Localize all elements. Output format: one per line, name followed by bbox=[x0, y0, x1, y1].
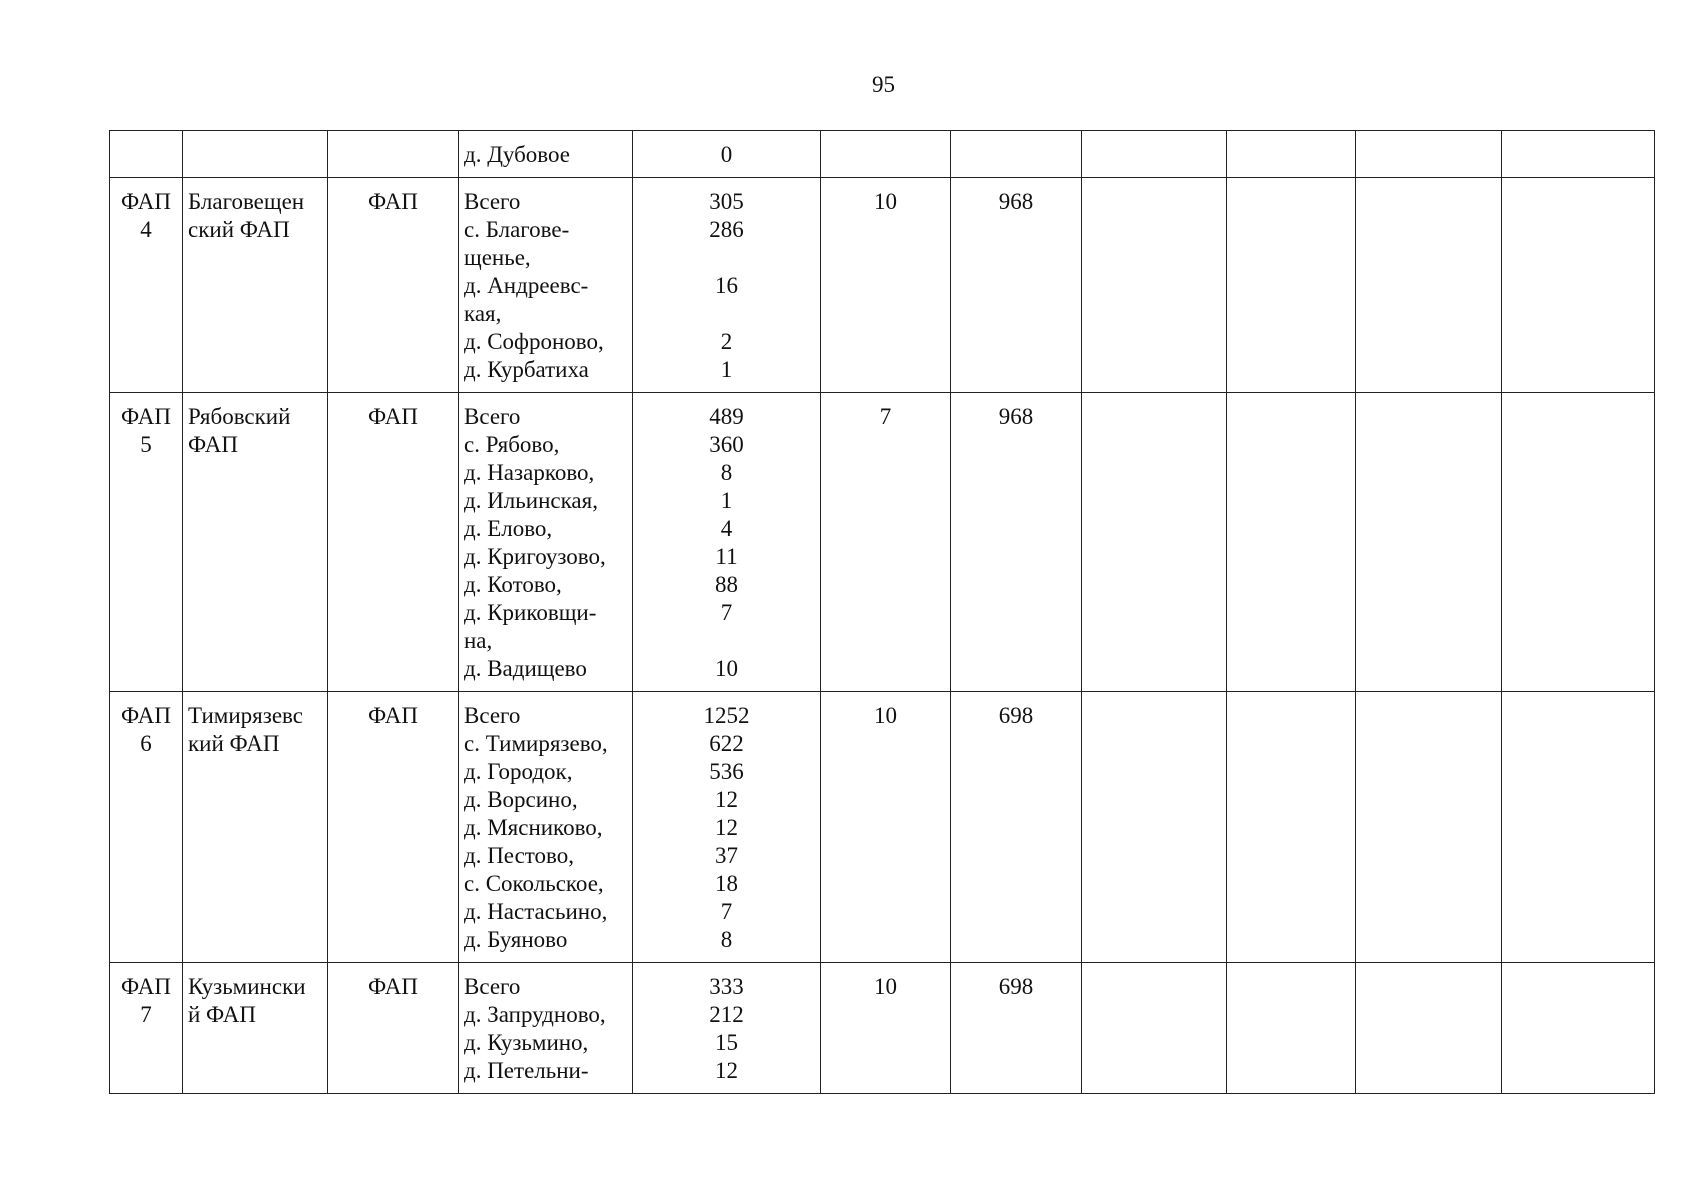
localities-cell-line: д. Елово, bbox=[464, 516, 553, 541]
population-cell-line: 8 bbox=[720, 460, 733, 485]
localities-cell-line: кая, bbox=[464, 301, 502, 326]
localities-cell-line: д. Кригоузово, bbox=[464, 544, 606, 569]
localities-cell-line: с. Тимирязево, bbox=[464, 731, 608, 756]
facility-code-cell-line: ФАП bbox=[121, 974, 171, 999]
facility-name-cell-line: Тимирязевс bbox=[188, 703, 303, 728]
localities-cell-line: на, bbox=[464, 628, 493, 653]
localities-cell-line: с. Сокольское, bbox=[464, 871, 604, 896]
column-7-cell bbox=[951, 178, 1082, 393]
localities-cell-line: Всего bbox=[464, 189, 521, 214]
localities-cell-line: щенье, bbox=[464, 245, 531, 270]
localities-cell bbox=[459, 963, 633, 1094]
facility-type-cell bbox=[328, 131, 459, 178]
facility-type-cell bbox=[328, 178, 459, 393]
column-6-cell bbox=[821, 178, 951, 393]
facility-code-cell-line: ФАП bbox=[121, 404, 171, 429]
localities-cell bbox=[459, 131, 633, 178]
table-row bbox=[110, 963, 1655, 1094]
table-row bbox=[110, 692, 1655, 963]
population-cell bbox=[633, 131, 821, 178]
column-6-cell-value: 10 bbox=[874, 974, 897, 999]
empty-cell bbox=[1502, 692, 1655, 963]
column-7-cell-value: 698 bbox=[998, 703, 1034, 728]
facility-name-cell-line: Кузьмински bbox=[188, 974, 306, 999]
population-cell-line: 12 bbox=[715, 1058, 738, 1083]
column-6-cell bbox=[821, 963, 951, 1094]
facility-name-cell-line: ский ФАП bbox=[188, 217, 290, 242]
localities-cell-line: д. Петельни- bbox=[464, 1058, 589, 1083]
population-cell-line: 2 bbox=[720, 329, 733, 354]
facility-code-cell bbox=[110, 963, 183, 1094]
column-6-cell-value: 10 bbox=[874, 189, 897, 214]
population-cell-line: 212 bbox=[709, 1002, 744, 1027]
facility-code-cell bbox=[110, 131, 183, 178]
empty-cell bbox=[1502, 963, 1655, 1094]
localities-cell-line: д. Настасьино, bbox=[464, 899, 608, 924]
empty-cell bbox=[1082, 131, 1227, 178]
localities-cell-line: д. Буяново bbox=[464, 927, 568, 952]
empty-cell bbox=[1356, 178, 1502, 393]
empty-cell bbox=[1227, 692, 1356, 963]
facility-code-cell-line: 4 bbox=[140, 217, 152, 242]
empty-cell bbox=[1082, 393, 1227, 692]
population-cell-line: 37 bbox=[715, 843, 738, 868]
population-cell-line: 1 bbox=[720, 357, 733, 382]
localities-cell-line: д. Софроново, bbox=[464, 329, 604, 354]
column-6-cell-value: 7 bbox=[879, 404, 892, 429]
empty-cell bbox=[1082, 692, 1227, 963]
localities-cell-line: д. Пестово, bbox=[464, 843, 575, 868]
population-cell bbox=[633, 963, 821, 1094]
population-cell-line bbox=[638, 627, 815, 655]
facility-code-cell bbox=[110, 692, 183, 963]
localities-cell-line: с. Благове- bbox=[464, 217, 570, 242]
localities-cell-line: с. Рябово, bbox=[464, 432, 560, 457]
table-row bbox=[110, 178, 1655, 393]
table-row bbox=[110, 393, 1655, 692]
facility-code-cell-line: 7 bbox=[140, 1002, 152, 1027]
facility-name-cell bbox=[183, 131, 328, 178]
facility-name-cell-line: кий ФАП bbox=[188, 731, 280, 756]
localities-cell-line: д. Дубовое bbox=[464, 142, 570, 167]
population-cell-line: 10 bbox=[715, 656, 738, 681]
localities-cell-line: д. Запрудново, bbox=[464, 1002, 606, 1027]
population-cell bbox=[633, 178, 821, 393]
column-7-cell-value: 968 bbox=[998, 404, 1034, 429]
localities-cell bbox=[459, 692, 633, 963]
empty-cell bbox=[1356, 692, 1502, 963]
facility-code-cell-line: 6 bbox=[140, 731, 152, 756]
population-cell-line: 11 bbox=[715, 544, 738, 569]
facility-name-cell bbox=[183, 393, 328, 692]
localities-cell-line: д. Городок, bbox=[464, 759, 573, 784]
population-cell-line: 7 bbox=[720, 899, 733, 924]
page-number: 95 bbox=[872, 72, 895, 97]
column-6-cell bbox=[821, 692, 951, 963]
localities-cell-line: д. Назарково, bbox=[464, 460, 595, 485]
facility-type-cell-line: ФАП bbox=[368, 703, 418, 728]
localities-cell-line: д. Вадищево bbox=[464, 656, 587, 681]
localities-cell-line: Всего bbox=[464, 703, 521, 728]
population-cell-line: 4 bbox=[720, 516, 733, 541]
population-cell-line: 16 bbox=[715, 273, 738, 298]
population-cell-line bbox=[638, 244, 815, 272]
empty-cell bbox=[1356, 963, 1502, 1094]
facility-type-cell-line: ФАП bbox=[368, 189, 418, 214]
population-cell-line: 8 bbox=[720, 927, 733, 952]
localities-cell-line: д. Кузьмино, bbox=[464, 1030, 589, 1055]
column-7-cell bbox=[951, 131, 1082, 178]
facility-type-cell bbox=[328, 692, 459, 963]
empty-cell bbox=[1356, 393, 1502, 692]
localities-cell-line: Всего bbox=[464, 404, 521, 429]
population-cell-line: 7 bbox=[720, 600, 733, 625]
facility-name-cell-line: ФАП bbox=[188, 432, 238, 457]
empty-cell bbox=[1082, 178, 1227, 393]
population-cell-line: 15 bbox=[715, 1030, 738, 1055]
localities-cell bbox=[459, 178, 633, 393]
empty-cell bbox=[1082, 963, 1227, 1094]
table-body bbox=[110, 131, 1655, 1094]
localities-cell-line: д. Котово, bbox=[464, 572, 562, 597]
population-cell-line: 12 bbox=[715, 815, 738, 840]
population-cell bbox=[633, 393, 821, 692]
population-cell-line: 305 bbox=[709, 189, 744, 214]
facility-type-cell bbox=[328, 963, 459, 1094]
facility-name-cell-line: й ФАП bbox=[188, 1002, 257, 1027]
population-cell-line: 18 bbox=[715, 871, 738, 896]
population-cell-line: 622 bbox=[709, 731, 744, 756]
empty-cell bbox=[1502, 178, 1655, 393]
facility-name-cell bbox=[183, 178, 328, 393]
column-6-cell bbox=[821, 393, 951, 692]
column-7-cell-value: 698 bbox=[998, 974, 1034, 999]
facility-type-cell bbox=[328, 393, 459, 692]
facility-type-cell-line: ФАП bbox=[368, 404, 418, 429]
column-6-cell-value: 10 bbox=[874, 703, 897, 728]
population-cell-line: 12 bbox=[715, 787, 738, 812]
column-7-cell-value: 968 bbox=[998, 189, 1034, 214]
population-cell-line: 489 bbox=[709, 404, 744, 429]
empty-cell bbox=[1502, 131, 1655, 178]
population-cell-line: 286 bbox=[709, 217, 744, 242]
localities-cell-line: д. Ворсино, bbox=[464, 787, 578, 812]
population-cell-line: 1 bbox=[720, 488, 733, 513]
facility-code-cell-line: ФАП bbox=[121, 703, 171, 728]
population-cell-line: 360 bbox=[709, 432, 744, 457]
column-7-cell bbox=[951, 963, 1082, 1094]
empty-cell bbox=[1356, 131, 1502, 178]
empty-cell bbox=[1502, 393, 1655, 692]
population-cell-line: 536 bbox=[709, 759, 744, 784]
facility-code-cell bbox=[110, 178, 183, 393]
population-cell-line: 333 bbox=[709, 974, 744, 999]
column-7-cell bbox=[951, 692, 1082, 963]
empty-cell bbox=[1227, 178, 1356, 393]
localities-cell-line: д. Мясниково, bbox=[464, 815, 603, 840]
population-cell-line: 88 bbox=[715, 572, 738, 597]
population-cell bbox=[633, 692, 821, 963]
population-cell-line: 0 bbox=[720, 142, 733, 167]
localities-cell-line: д. Криковщи- bbox=[464, 600, 597, 625]
localities-cell-line: д. Ильинская, bbox=[464, 488, 598, 513]
population-cell-line: 1252 bbox=[703, 703, 750, 728]
empty-cell bbox=[1227, 393, 1356, 692]
facility-name-cell-line: Рябовский bbox=[188, 404, 291, 429]
localities-cell bbox=[459, 393, 633, 692]
facility-name-cell bbox=[183, 963, 328, 1094]
column-6-cell bbox=[821, 131, 951, 178]
empty-cell bbox=[1227, 963, 1356, 1094]
localities-cell-line: д. Андреевс- bbox=[464, 273, 589, 298]
facility-code-cell-line: ФАП bbox=[121, 189, 171, 214]
table-row bbox=[110, 131, 1655, 178]
facility-type-cell-line: ФАП bbox=[368, 974, 418, 999]
empty-cell bbox=[1227, 131, 1356, 178]
facility-code-cell bbox=[110, 393, 183, 692]
localities-cell-line: Всего bbox=[464, 974, 521, 999]
facility-name-cell bbox=[183, 692, 328, 963]
data-table bbox=[109, 130, 1655, 1094]
facility-code-cell-line: 5 bbox=[140, 432, 152, 457]
column-7-cell bbox=[951, 393, 1082, 692]
population-cell-line bbox=[638, 300, 815, 328]
facility-name-cell-line: Благовещен bbox=[188, 189, 305, 214]
localities-cell-line: д. Курбатиха bbox=[464, 357, 589, 382]
